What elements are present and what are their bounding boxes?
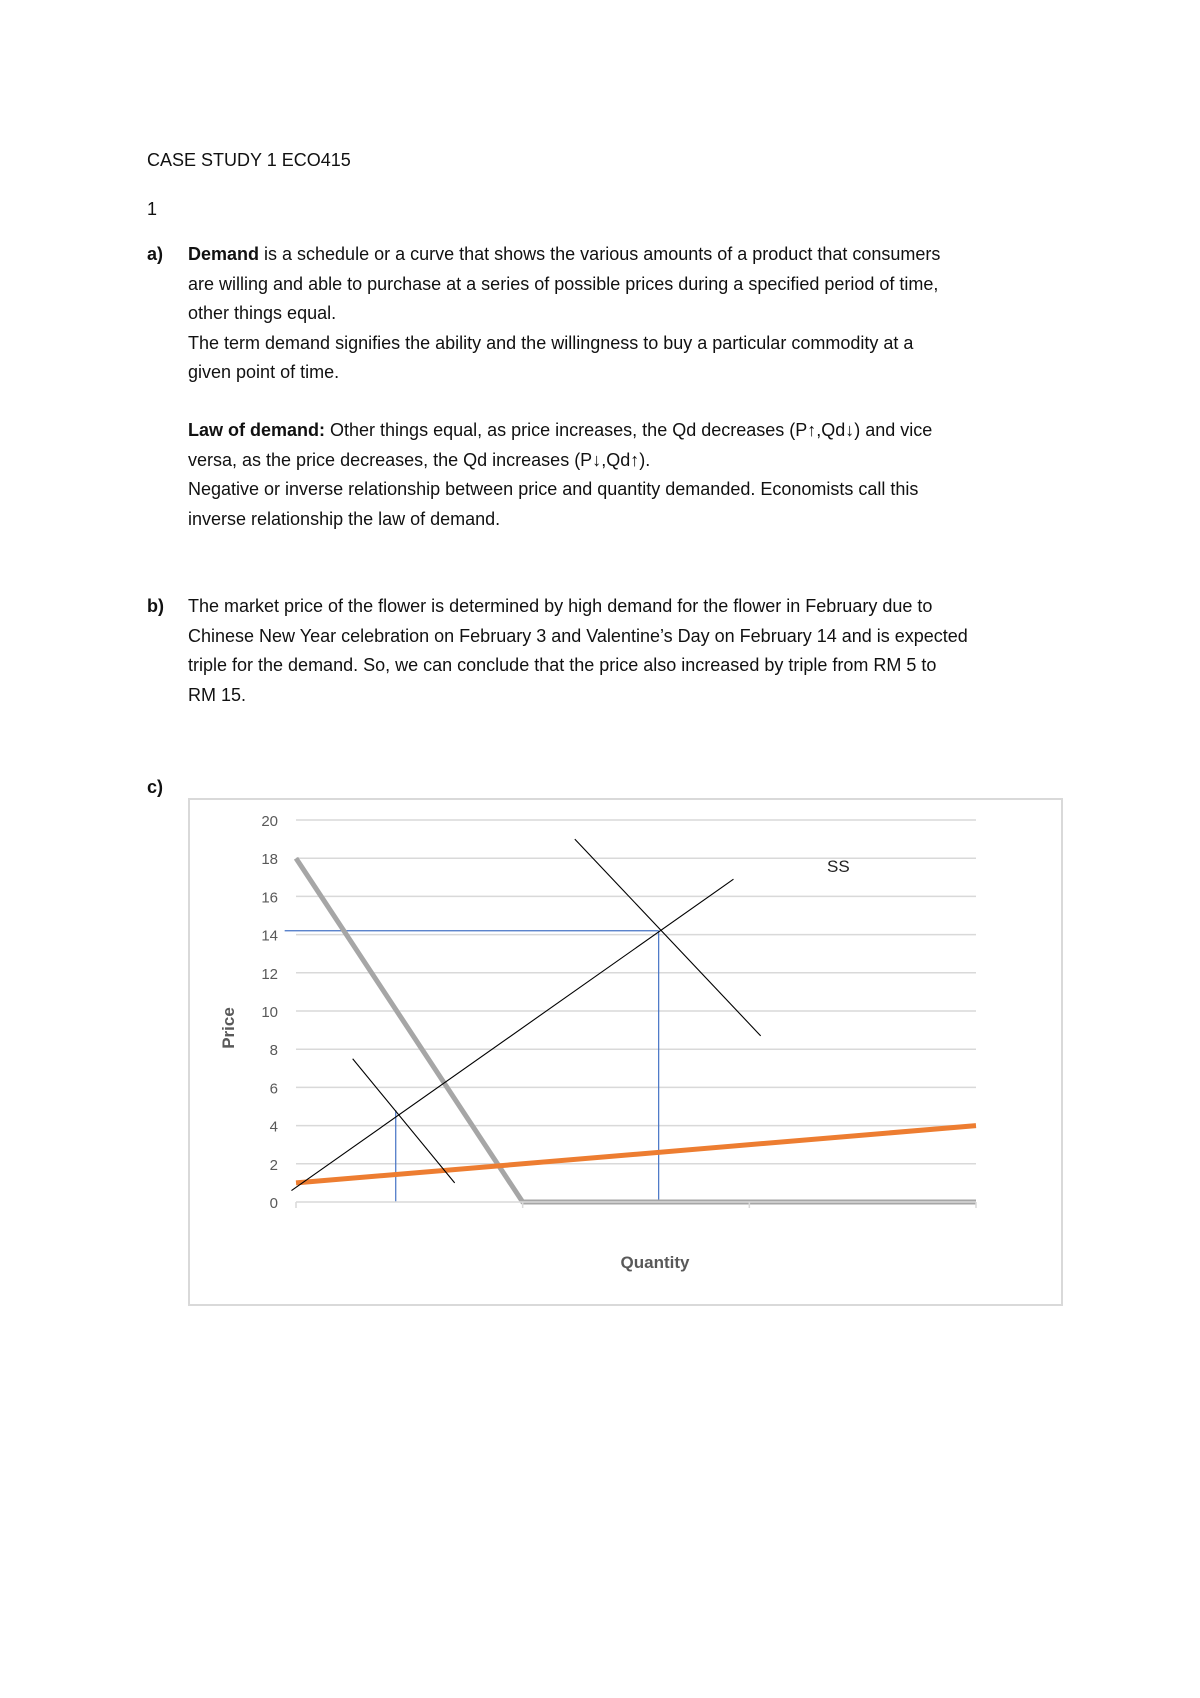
law-line [188,475,1068,505]
part-c-label: c) [147,777,164,797]
supply-demand-chart [190,800,1061,1304]
series-line-orange [296,1126,976,1183]
line-text: given point of time. [188,362,340,382]
question-number: 1 [147,199,158,219]
y-tick-label: 10 [261,1004,278,1021]
demand-shifted-line [575,839,761,1036]
part-b-line: Chinese New Year celebration on February 3 and Valentine’s Day on February 14 and is expected [188,625,968,646]
y-tick-label: 12 [261,965,278,983]
series-line-gray [296,858,976,1202]
part-b-line: triple for the demand. So, we can conclude that the price also increased by triple from RM 5 to [188,655,937,675]
line-text: is a schedule or a curve that shows the various amounts of a product that consumers [259,244,941,264]
line-text: The term demand signifies the ability and the willingness to buy a particular commodity at a [188,332,914,353]
y-tick-label: 0 [269,1195,278,1212]
line-text: Other things equal, as price increases, the Qd decreases (P↑,Qd↓) and vice [325,420,933,440]
supply-line [291,879,733,1190]
y-tick-label: 18 [261,851,278,869]
chart-frame [188,798,1063,1306]
part-a-line [188,299,1068,329]
y-tick-label: 4 [269,1118,278,1136]
line-text: Negative or inverse relationship between price and quantity demanded. Economists call this [188,479,919,499]
line-text: versa, as the price decreases, the Qd increases (P↓,Qd↑). [188,449,651,470]
law-line [188,416,1068,446]
part-b-label: b) [147,596,164,616]
part-a-line [188,329,1068,359]
x-axis-label: Quantity [620,1253,690,1272]
law-line [188,446,1068,476]
term-bold: Law of demand: [188,420,326,440]
ss-annotation: SS [827,857,850,876]
part-a-label: a) [147,244,164,264]
line-text: are willing and able to purchase at a series of possible prices during a specified period of time, [188,273,939,294]
y-axis-label: Price [219,1007,238,1049]
line-text: inverse relationship the law of demand. [188,508,501,529]
part-b-paragraph [188,592,1068,710]
y-tick-label: 20 [261,813,278,830]
y-tick-label: 14 [261,927,278,945]
document-title: CASE STUDY 1 ECO415 [147,150,351,170]
y-tick-label: 6 [269,1080,278,1098]
part-a-line [188,240,1068,270]
y-tick-label: 8 [269,1042,278,1060]
law-of-demand-paragraph [188,416,1068,534]
part-a-line [188,358,1068,388]
term-bold: Demand [188,244,260,264]
part-a-definition [188,240,1068,388]
part-b-line: The market price of the flower is determined by high demand for the flower in February due to [188,596,933,616]
y-tick-label: 16 [261,889,278,907]
part-a-line [188,270,1068,300]
part-b-line: RM 15. [188,684,247,705]
line-text: other things equal. [188,303,337,323]
y-tick-label: 2 [269,1156,278,1174]
law-line [188,505,1068,535]
